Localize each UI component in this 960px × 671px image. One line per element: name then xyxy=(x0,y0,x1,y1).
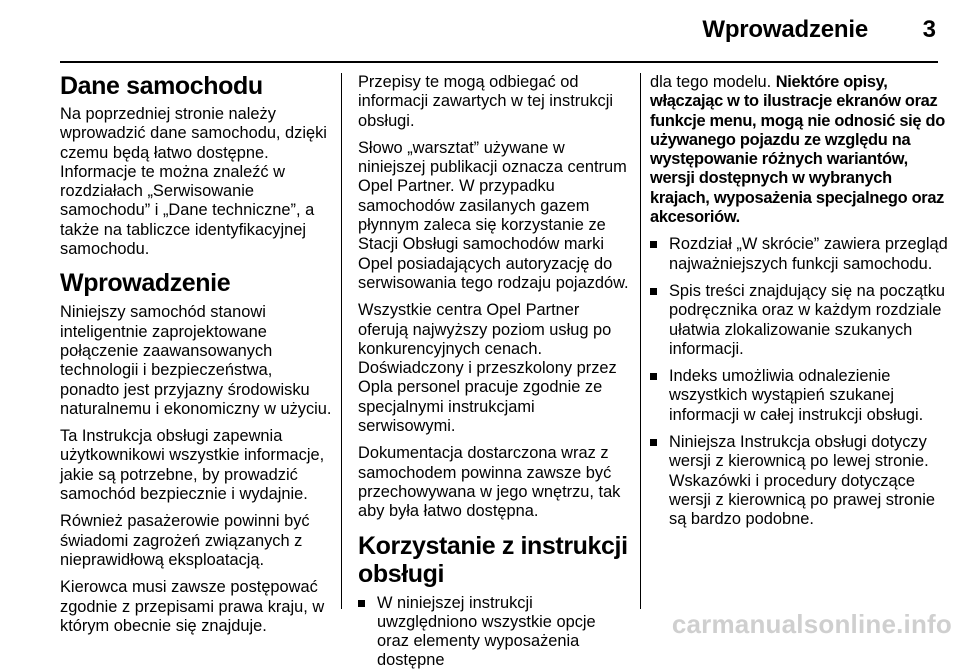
page-number: 3 xyxy=(922,16,936,43)
heading-korzystanie: Korzystanie z instrukcji obsługi xyxy=(358,531,628,588)
continued-text: dla tego modelu. xyxy=(650,73,776,91)
heading-wprowadzenie: Wprowadzenie xyxy=(60,269,231,298)
paragraph: Wszystkie centra Opel Partner oferują najwyższy poziom usług po konkurencyjnych cenach. Doświadczony i przeszkolony przez Opla personel pracuje zgodnie ze specjalnymi instrukcjami serwisowymi. xyxy=(358,301,617,436)
column-divider-2 xyxy=(640,73,641,609)
page-header xyxy=(0,0,960,62)
list-item: Niniejsza Instrukcja obsługi dotyczy wersji z kierownicą po lewej stronie. Wskazówki i procedury dotyczące wersji z kierownicą po prawej stronie są bardzo podobne. xyxy=(650,433,950,529)
paragraph: Kierowca musi zawsze postępować zgodnie z przepisami prawa kraju, w którym obecnie się znajduje. xyxy=(60,578,325,635)
column-2 xyxy=(358,73,630,670)
paragraph: Ta Instrukcja obsługi zapewnia użytkownikowi wszystkie informacje, jakie są potrzebne, by prowadzić samochód bezpiecznie i wydajnie. xyxy=(60,427,325,504)
bold-notice: Niektóre opisy, włączając w to ilustracje ekranów oraz funkcje menu, mogą nie odnosić się do używanego pojazdu ze względu na występowanie różnych wariantów, wersji dostępnych w wybranych krajach, wyposażenia specjalnego oraz akcesoriów. xyxy=(650,73,945,227)
header-rule xyxy=(60,61,938,63)
bullet-list xyxy=(358,594,630,671)
column-3 xyxy=(650,73,950,613)
list-item: Spis treści znajdujący się na początku podręcznika oraz w każdym rozdziale ułatwia zlokalizowanie szukanych informacji. xyxy=(650,282,950,359)
paragraph: Słowo „warsztat” używane w niniejszej publikacji oznacza centrum Opel Partner. W przypadku samochodów zasilanych gazem płynnym zaleca się korzystanie ze Stacji Obsługi samochodów marki Opel posiadających autoryzację do serwisowania tego rodzaju pojazdów. xyxy=(358,138,629,292)
list-item: W niniejszej instrukcji uwzględniono wszystkie opcje oraz elementy wyposażenia dostępne xyxy=(358,594,630,671)
paragraph: Dokumentacja dostarczona wraz z samochodem powinna zawsze być przechowywana w jego wnętrzu, tak aby była łatwo dostępna. xyxy=(358,444,621,521)
paragraph: Również pasażerowie powinni być świadomi zagrożeń związanych z nieprawidłową eksploatacją. xyxy=(60,512,310,569)
running-title: Wprowadzenie xyxy=(702,16,868,43)
bullet-list xyxy=(650,235,950,529)
heading-dane-samochodu: Dane samochodu xyxy=(60,72,263,100)
column-divider-1 xyxy=(341,73,342,609)
column-1 xyxy=(60,72,332,635)
paragraph-continued xyxy=(650,73,950,227)
paragraph: Przepisy te mogą odbiegać od informacji zawartych w tej instrukcji obsługi. xyxy=(358,73,614,130)
watermark: carmanualsonline.info xyxy=(671,609,952,639)
list-item: Rozdział „W skrócie” zawiera przegląd najważniejszych funkcji samochodu. xyxy=(650,235,950,274)
paragraph-dane: Na poprzedniej stronie należy wprowadzić dane samochodu, dzięki czemu będą łatwo dostępne. Informacje te można znaleźć w rozdziałach „Serwisowanie samochodu” i „Dane techniczne”, a także na tabliczce identyfikacyjnej samochodu. xyxy=(60,105,327,259)
paragraph: Niniejszy samochód stanowi inteligentnie zaprojektowane połączenie zaawansowanych technologii i bezpieczeństwa, ponadto jest przyjazny środowisku naturalnemu i ekonomiczny w użyciu. xyxy=(60,303,332,418)
list-item: Indeks umożliwia odnalezienie wszystkich wystąpień szukanej informacji w całej instrukcji obsługi. xyxy=(650,367,950,425)
